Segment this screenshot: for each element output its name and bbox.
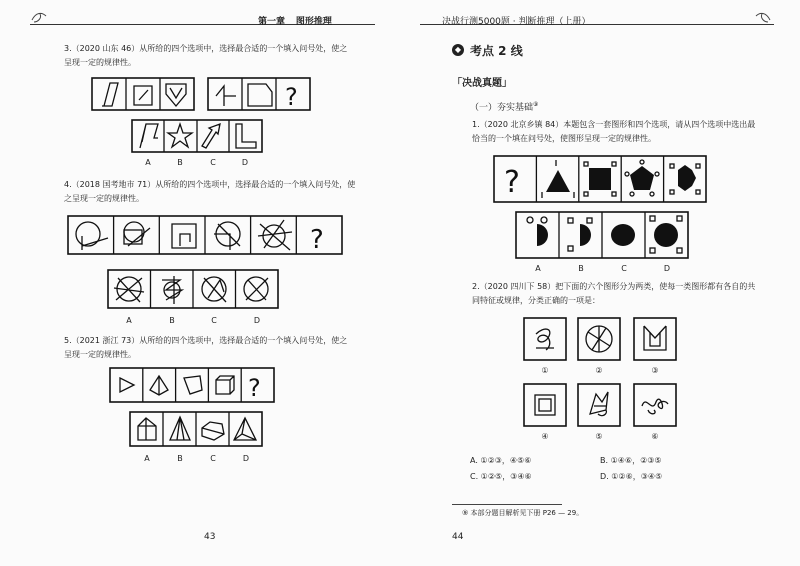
q1-options: [516, 212, 690, 260]
q1-line2: 恰当的一个填在问号处，使图形呈现一定的规律性。: [472, 134, 656, 143]
q1-option-b-label[interactable]: B: [578, 264, 584, 273]
q1-question-mark: ?: [504, 165, 520, 200]
q2-figure-5-label: ⑤: [595, 432, 603, 441]
group-footnote-mark: ⑨: [533, 101, 539, 108]
page-number-left: 43: [204, 532, 216, 542]
q2-figure-3[interactable]: [634, 318, 678, 362]
q2-figure-2-label: ②: [595, 366, 603, 375]
q1-text: [472, 118, 755, 146]
page-number-right: 44: [452, 532, 464, 542]
q2-line1: 2.（2020 四川下 58）把下面的六个图形分为两类，使每一类图形都有各自的共: [472, 282, 756, 291]
q2-figure-1-label: ①: [541, 366, 549, 375]
q3-option-a-label[interactable]: A: [145, 158, 151, 167]
q1-option-a-label[interactable]: A: [535, 264, 541, 273]
q4-question-mark: ?: [310, 225, 324, 255]
q4-line1: 4.（2018 国考地市 71）从所给的四个选项中，选择最合适的一个填入问号处，使: [64, 180, 356, 189]
q2-figure-4[interactable]: [524, 384, 568, 428]
q5-option-c-label[interactable]: C: [210, 454, 216, 463]
q3-line2: 呈现一定的规律性。: [64, 58, 136, 67]
q2-figure-6[interactable]: [634, 384, 678, 428]
q5-text: [64, 334, 347, 362]
q1-option-b-figure[interactable]: [568, 218, 592, 251]
q5-line2: 呈现一定的规律性。: [64, 350, 136, 359]
q4-option-c-label[interactable]: C: [211, 316, 217, 325]
q5-stem-figures: [110, 368, 276, 404]
q4-option-a-label[interactable]: A: [126, 316, 132, 325]
q3-option-b-figure[interactable]: [168, 124, 192, 147]
q3-text: [64, 42, 347, 70]
q4-line2: 之呈现一定的规律性。: [64, 194, 144, 203]
q3-option-b-label[interactable]: B: [177, 158, 183, 167]
q3-stem-group-2: [208, 78, 310, 111]
q5-option-a-label[interactable]: A: [144, 454, 150, 463]
subsection-title: 「决战真题」: [452, 78, 512, 89]
q1-option-d-figure[interactable]: [650, 216, 682, 253]
header-book-title: 决战行测5000题 · 判断推理（上册）: [442, 17, 591, 27]
right-page: [400, 0, 800, 566]
header-chapter: 第一章: [258, 17, 286, 27]
q1-stem-figures: [494, 156, 708, 204]
group-title: [470, 100, 538, 113]
q2-text: [472, 280, 755, 308]
q2-answer-d[interactable]: D. ①②⑥，③④⑤: [600, 472, 663, 481]
q4-option-d-figure[interactable]: [244, 277, 268, 301]
footnote: ⑨ 本部分题目解析见下册 P26 — 29。: [462, 509, 584, 517]
q2-figure-5[interactable]: [578, 384, 622, 428]
q3-option-c-figure[interactable]: [202, 124, 220, 148]
q2-line2: 同特征或规律，分类正确的一项是：: [472, 296, 600, 305]
q5-options: [130, 412, 264, 448]
q2-figure-1[interactable]: [524, 318, 568, 362]
group-title-text: （一）夯实基础: [470, 103, 534, 113]
corner-ornament-right: [752, 10, 772, 24]
q1-option-d-label[interactable]: D: [663, 264, 671, 273]
q3-line1: 3.（2020 山东 46）从所给的四个选项中，选择最合适的一个填入问号处，使之: [64, 44, 348, 53]
q4-text: [64, 178, 355, 206]
q3-option-a-figure[interactable]: [140, 124, 158, 148]
section-title: 考点 2 线: [470, 44, 523, 58]
q5-option-d-label[interactable]: D: [242, 454, 250, 463]
q2-answer-c[interactable]: C. ①②⑤，③④⑥: [470, 472, 532, 481]
q5-option-b-figure[interactable]: [170, 417, 190, 440]
q3-option-d-label[interactable]: D: [241, 158, 249, 167]
q2-figure-2[interactable]: [578, 318, 622, 362]
q2-figure-3-label: ③: [651, 366, 659, 375]
q1-option-c-figure[interactable]: [611, 224, 635, 246]
q2-answer-b[interactable]: B. ①④⑥，②③⑤: [600, 456, 662, 465]
q3-options: [132, 120, 264, 154]
q2-figure-6-label: ⑥: [651, 432, 659, 441]
q4-option-a-figure[interactable]: [114, 277, 144, 302]
running-header: [258, 14, 332, 27]
q5-option-a-figure[interactable]: [138, 418, 156, 440]
q1-option-c-label[interactable]: C: [621, 264, 627, 273]
q2-figure-4-label: ④: [541, 432, 549, 441]
q5-option-b-label[interactable]: B: [177, 454, 183, 463]
q4-option-d-label[interactable]: D: [253, 316, 261, 325]
section-icon: ◆: [452, 44, 464, 56]
running-header: [442, 14, 591, 27]
q2-answer-a[interactable]: A. ①②③，④⑤⑥: [470, 456, 532, 465]
footnote-rule: [452, 504, 562, 505]
q4-option-c-figure[interactable]: [202, 277, 226, 302]
q4-stem-figures: [68, 216, 344, 256]
q1-option-a-figure[interactable]: [527, 217, 548, 246]
q3-stem-group-1: [92, 78, 194, 110]
corner-ornament-left: [30, 10, 50, 24]
q5-option-d-figure[interactable]: [234, 418, 256, 440]
q3-option-c-label[interactable]: C: [210, 158, 216, 167]
header-title: 图形推理: [295, 17, 332, 27]
q4-options: [108, 270, 280, 310]
q1-line1: 1.（2020 北京乡镇 84）本题包含一套图形和四个选项，请从四个选项中选出最: [472, 120, 756, 129]
q3-question-mark: ?: [285, 83, 298, 111]
q5-question-mark: ?: [248, 374, 261, 402]
q4-option-b-label[interactable]: B: [169, 316, 175, 325]
q5-line1: 5.（2021 浙江 73）从所给的四个选项中，选择最合适的一个填入问号处，使之: [64, 336, 348, 345]
q3-option-d-figure[interactable]: [236, 124, 256, 148]
q4-option-b-figure[interactable]: [162, 276, 182, 304]
q3-stem-figures: [92, 78, 312, 112]
q5-option-c-figure[interactable]: [202, 422, 224, 440]
